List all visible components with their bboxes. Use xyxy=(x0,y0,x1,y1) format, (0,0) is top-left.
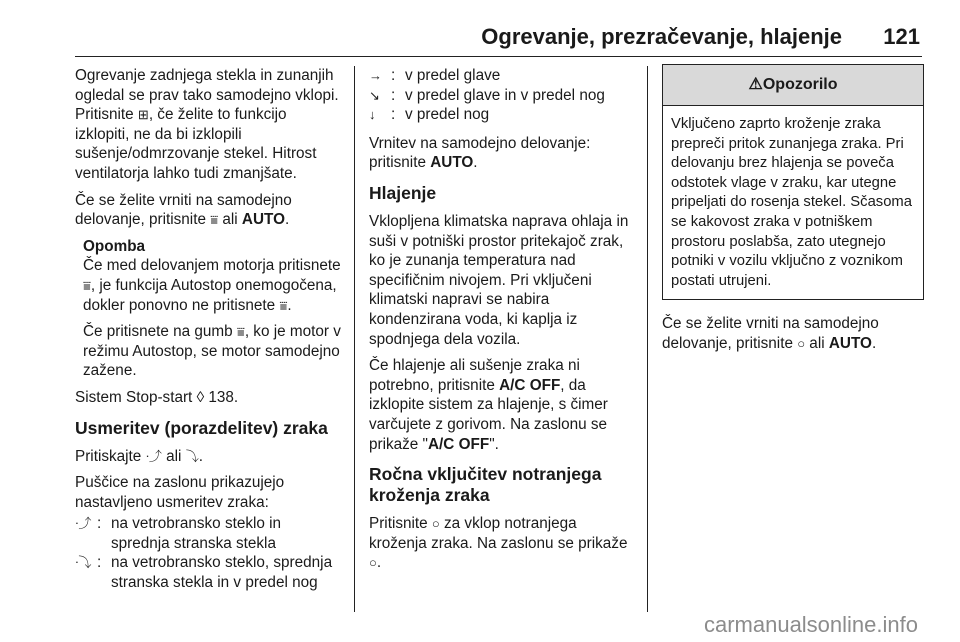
auto-label: AUTO xyxy=(241,211,285,229)
text: Če hlajenje ali sušenje zraka ni potrebno, pritisnite xyxy=(369,357,580,394)
list-item-text: v predel glave in v predel nog xyxy=(405,86,605,104)
ac-off-label: A/C OFF xyxy=(499,376,561,394)
column-divider-2 xyxy=(647,66,648,612)
header-rule xyxy=(75,56,922,57)
list-item-text: na vetrobransko steklo in sprednja stranska stekla xyxy=(111,515,282,552)
text: Pritisnite xyxy=(369,515,432,533)
warning-text: Vključeno zaprto kroženje zraka prepreči pritok zunanjega zraka. Pri delovanju brez hlajenja se poveča odstotek vlage v zraku, kar utegne pripeljati do rosenja stekel. Sčasoma se kakovost zraka v potniškem prostoru poslabša, zato utegnejo potniki v vozilu vključno z voznikom postati utrujeni. xyxy=(671,116,912,289)
text: , ko je motor v režimu Autostop, se motor samodejno zažene. xyxy=(83,323,341,380)
note-block xyxy=(75,237,343,381)
head-feet-air-icon: ↘ xyxy=(369,87,380,103)
text: ali xyxy=(805,334,829,352)
text: za vklop notranjega kroženja zraka. Na zaslonu se prikaže xyxy=(369,515,628,552)
windshield-defrost-icon: ⩸ xyxy=(210,212,219,228)
list-item xyxy=(75,514,343,553)
head-air-icon: → xyxy=(369,68,382,83)
text: Če se želite vrniti na samodejno delovanje, pritisnite xyxy=(662,315,879,352)
text: Pritiskajte xyxy=(75,447,146,465)
windshield-feet-air-icon: ᐧ⤵ xyxy=(75,555,92,571)
heading-air-distribution: Usmeritev (porazdelitev) zraka xyxy=(75,417,328,438)
page-number: 121 xyxy=(883,24,920,49)
text: ali xyxy=(161,447,186,465)
ac-off-label: A/C OFF xyxy=(428,435,490,453)
rear-defrost-icon: ⊞ xyxy=(137,107,149,123)
text: . xyxy=(376,554,382,572)
column-3 xyxy=(662,66,924,361)
colon: : xyxy=(391,67,396,84)
list-item xyxy=(369,66,634,86)
list-item xyxy=(369,105,634,125)
paragraph-rear-window xyxy=(75,66,343,184)
auto-label: AUTO xyxy=(430,154,474,172)
column-2 xyxy=(369,66,634,580)
air-direction-list-2 xyxy=(369,66,634,125)
warning-header xyxy=(663,65,923,106)
list-item-text: na vetrobransko steklo, sprednja stranska stekla in v predel nog xyxy=(111,554,333,592)
text: Sistem Stop-start xyxy=(75,388,197,406)
text: Če pritisnete na gumb xyxy=(83,323,237,341)
column-divider-1 xyxy=(354,66,355,612)
warning-icon: ⚠ xyxy=(748,76,763,93)
note-title: Opomba xyxy=(83,237,146,255)
recirculation-icon: ○ xyxy=(797,335,806,351)
colon: : xyxy=(97,554,102,572)
list-item xyxy=(75,553,343,592)
text: . xyxy=(233,388,239,406)
header-title: Ogrevanje, prezračevanje, hlajenje xyxy=(481,24,842,49)
paragraph-recirculation xyxy=(369,514,634,573)
text: . xyxy=(871,334,877,352)
text: . xyxy=(287,296,292,314)
text: Ogrevanje zadnjega stekla in zunanjih ogledal se prav tako samodejno vklopi. Pritisnite xyxy=(75,67,339,124)
paragraph-return-auto xyxy=(75,191,343,230)
page-reference-link[interactable]: ◊ 138 xyxy=(196,388,234,406)
text: , če želite to funkcijo izklopiti, ne da bi izklopili sušenje/odmrzovanje stekel. Hitrost ventilatorja lahko tudi zmanjšate. xyxy=(75,106,317,182)
air-direction-list xyxy=(75,514,343,592)
note-paragraph-2 xyxy=(83,322,343,381)
colon: : xyxy=(391,106,396,124)
warning-title: Opozorilo xyxy=(762,76,838,93)
paragraph-ac-off xyxy=(369,356,634,454)
colon: : xyxy=(391,86,396,104)
text: Vrnitev na samodejno delovanje: pritisnite xyxy=(369,134,591,172)
text: ali xyxy=(218,211,242,229)
text: . xyxy=(198,447,203,465)
text: Če se želite vrniti na samodejno delovanje, pritisnite xyxy=(75,191,292,229)
paragraph-cooling: Vklopljena klimatska naprava ohlaja in suši v potniški prostor pritekajoč zrak, ko je zunanja temperatura nad specifičnim nivojem. Pri vključeni klimatski napravi se nabira kondenzirana voda, ki kaplja iz spodnjega dela vozila. xyxy=(369,212,629,348)
text: Če med delovanjem motorja pritisnete xyxy=(83,257,341,275)
air-down-icon: ⤵ xyxy=(185,448,199,464)
auto-label: AUTO xyxy=(828,334,872,352)
windshield-defrost-icon: ⩸ xyxy=(279,297,288,313)
warning-box xyxy=(662,64,924,300)
windshield-defrost-icon: ⩸ xyxy=(83,277,91,293)
paragraph-stop-start xyxy=(75,388,343,408)
paragraph-return-auto-2 xyxy=(662,314,924,353)
list-item xyxy=(369,86,634,106)
paragraph-auto-return xyxy=(369,134,634,173)
watermark: carmanualsonline.info xyxy=(703,612,918,637)
column-1 xyxy=(75,66,343,595)
text: . xyxy=(473,154,478,172)
text: . xyxy=(284,211,290,229)
paragraph-press xyxy=(75,447,343,467)
note-paragraph-1 xyxy=(83,256,343,315)
windshield-air-icon: ᐧ⤴ xyxy=(75,516,92,532)
text: , je funkcija Autostop onemogočena, dokler ponovno ne pritisnete xyxy=(83,276,337,314)
text: ". xyxy=(489,435,499,453)
recirculation-icon: ○ xyxy=(369,555,377,571)
heading-cooling: Hlajenje xyxy=(369,182,437,203)
feet-air-icon: ↓ xyxy=(369,107,376,123)
paragraph-arrows: Puščice na zaslonu prikazujejo nastavljeno usmeritev zraka: xyxy=(75,474,285,511)
list-item-text: v predel nog xyxy=(405,106,490,124)
heading-recirculation: Ročna vključitev notranjega kroženja zraka xyxy=(369,464,602,506)
text: , da izklopite sistem za hlajenje, s čimer varčujete z gorivom. Na zaslonu se prikaže " xyxy=(369,376,608,453)
recirculation-icon: ○ xyxy=(431,516,440,532)
windshield-defrost-icon: ⩸ xyxy=(236,324,245,340)
air-up-icon: ᐧ⤴ xyxy=(145,448,162,464)
colon: : xyxy=(97,515,102,533)
list-item-text: v predel glave xyxy=(405,67,501,84)
